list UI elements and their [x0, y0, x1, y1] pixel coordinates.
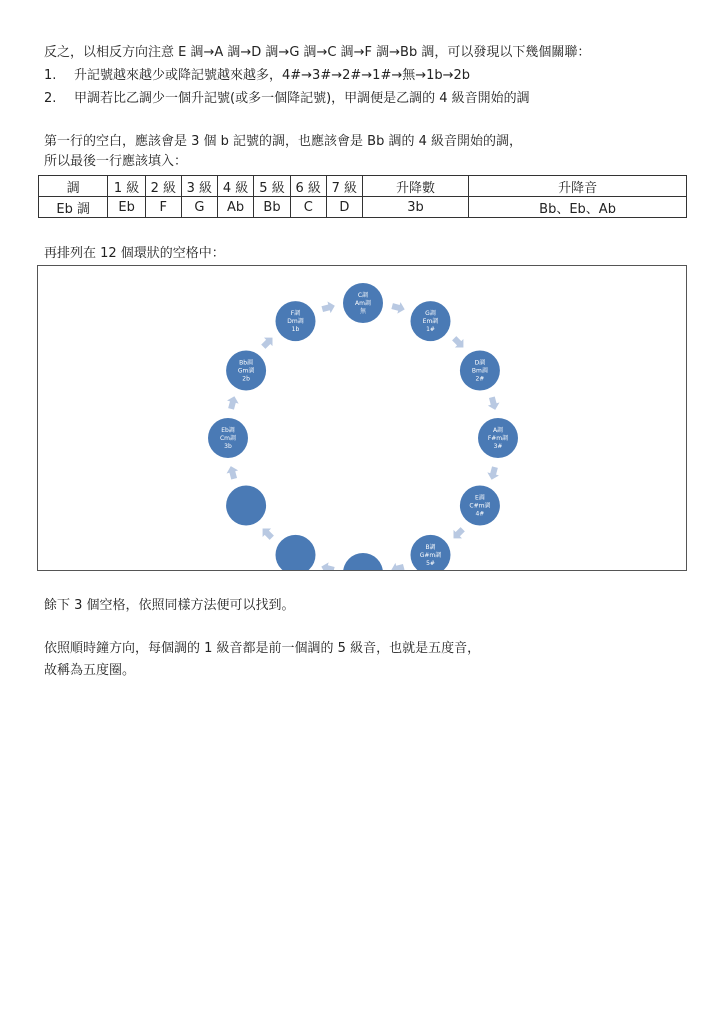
circle-node-label: 無: [359, 308, 367, 315]
circle-node: [343, 283, 383, 323]
circle-arrow: [450, 334, 468, 352]
circle-of-fifths-svg: [38, 266, 686, 570]
circle-caption: 再排列在 12 個環狀的空格中：: [44, 246, 225, 261]
table-cell: Ab: [217, 197, 253, 218]
table-header: 6 級: [290, 176, 326, 197]
circle-node-label: A調: [492, 427, 504, 434]
remaining-note: 餘下 3 個空格，依照同樣方法便可以找到。: [44, 598, 295, 613]
circle-node-label: E調: [475, 494, 485, 502]
table-cell: C: [290, 197, 326, 218]
circle-arrow-shape: [486, 396, 501, 412]
circle-node-label: Am調: [355, 300, 371, 307]
circle-arrow: [225, 395, 240, 411]
circle-node-label: Bm調: [471, 367, 488, 375]
circle-node-label: B調: [425, 543, 436, 551]
circle-node-shape: [276, 535, 316, 570]
circle-arrow: [486, 396, 501, 412]
circle-node-label: 2b: [242, 375, 250, 383]
circle-node-label: Bb調: [239, 359, 254, 367]
table-cell: G: [181, 197, 217, 218]
circle-node-label: F#m調: [487, 435, 509, 442]
circle-node-shape: [343, 553, 383, 570]
table-header: 升降音: [469, 176, 687, 197]
list-item: [44, 90, 530, 108]
table-row: [39, 197, 687, 218]
circle-arrow-shape: [390, 561, 406, 570]
circle-arrow-shape: [259, 333, 277, 351]
table-header: 2 級: [145, 176, 181, 197]
circle-node-label: G調: [425, 310, 436, 318]
circle-node-label: 5#: [426, 559, 435, 567]
conclusion-line-1: 依照順時鐘方向，每個調的 1 級音都是前一個調的 5 級音，也就是五度音，: [44, 641, 481, 656]
list-item-text: 甲調若比乙調少一個升記號(或多一個降記號)，甲調便是乙調的 4 級音開始的調: [74, 91, 530, 106]
circle-node: [478, 418, 518, 458]
circle-node: [276, 301, 316, 341]
table-cell: Bb: [254, 197, 290, 218]
circle-arrow: [320, 561, 336, 570]
circle-arrow-shape: [486, 466, 501, 482]
circle-arrow: [258, 524, 276, 542]
table-header: 調: [39, 176, 108, 197]
explanation-line-2: 所以最後一行應該填入：: [44, 154, 188, 169]
intro-line: 反之，以相反方向注意 E 調→A 調→D 調→G 調→C 調→F 調→Bb 調，可以發現以下幾個關聯：: [44, 45, 591, 60]
table-header: 3 級: [181, 176, 217, 197]
table-header-row: [39, 176, 687, 197]
table-header: 升降數: [362, 176, 468, 197]
circle-arrow-shape: [258, 524, 276, 542]
table-cell: F: [145, 197, 181, 218]
table-cell: Eb: [108, 197, 145, 218]
circle-node-shape: [226, 486, 266, 526]
circle-node-label: Eb調: [221, 427, 235, 434]
circle-node: [276, 535, 316, 570]
circle-node-label: D調: [474, 359, 486, 367]
circle-arrow: [390, 561, 406, 570]
table-cell: Bb、Eb、Ab: [469, 197, 687, 218]
circle-node: [226, 486, 266, 526]
circle-arrow-shape: [449, 525, 467, 543]
circle-arrow: [486, 466, 501, 482]
circle-node: [411, 301, 451, 341]
list-item-number: 1.: [44, 68, 57, 83]
circle-node-label: F調: [290, 310, 301, 318]
circle-node-label: Dm調: [287, 318, 304, 326]
table-header: 5 級: [254, 176, 290, 197]
circle-node: [226, 351, 266, 391]
circle-of-fifths-diagram: [37, 265, 687, 571]
list-item-number: 2.: [44, 91, 57, 106]
key-table: [38, 175, 687, 218]
list-item-text: 升記號越來越少或降記號越來越多，4#→3#→2#→1#→無→1b→2b: [74, 68, 471, 83]
circle-arrow: [321, 300, 337, 315]
circle-arrow-shape: [320, 561, 336, 570]
circle-node-label: 3b: [224, 443, 232, 450]
explanation-line-1: 第一行的空白，應該會是 3 個 b 記號的調，也應該會是 Bb 調的 4 級音開始的調，: [44, 134, 523, 149]
circle-node: [411, 535, 451, 570]
circle-arrow-shape: [321, 300, 337, 315]
table-cell: D: [326, 197, 362, 218]
circle-node-label: 4#: [475, 510, 485, 518]
circle-node-label: Gm調: [237, 367, 255, 375]
circle-node-label: Em調: [422, 318, 439, 326]
circle-arrow: [225, 465, 240, 481]
circle-node-label: 1#: [426, 326, 435, 334]
circle-node-label: C調: [357, 292, 369, 299]
list-item: [44, 67, 470, 85]
circle-node-label: Cm調: [219, 435, 237, 442]
circle-node: [460, 351, 500, 391]
circle-arrow-shape: [225, 465, 240, 481]
table-header: 1 級: [108, 176, 145, 197]
table-cell: 3b: [362, 197, 468, 218]
circle-node: [343, 553, 383, 570]
circle-node: [460, 486, 500, 526]
circle-arrow-shape: [225, 395, 240, 411]
circle-node-label: 3#: [493, 443, 503, 450]
circle-node: [208, 418, 248, 458]
circle-node-label: C#m調: [469, 502, 491, 510]
table-header: 7 級: [326, 176, 362, 197]
circle-arrow: [391, 300, 407, 315]
circle-arrow: [259, 333, 277, 351]
table-header: 4 級: [217, 176, 253, 197]
circle-arrow-shape: [450, 334, 468, 352]
circle-arrow-shape: [391, 300, 407, 315]
circle-arrow: [449, 525, 467, 543]
conclusion-line-2: 故稱為五度圈。: [44, 663, 136, 678]
table-cell: Eb 調: [39, 197, 108, 218]
circle-node-label: 1b: [291, 326, 300, 334]
circle-node-label: G#m調: [419, 551, 442, 559]
circle-node-label: 2#: [475, 375, 485, 383]
